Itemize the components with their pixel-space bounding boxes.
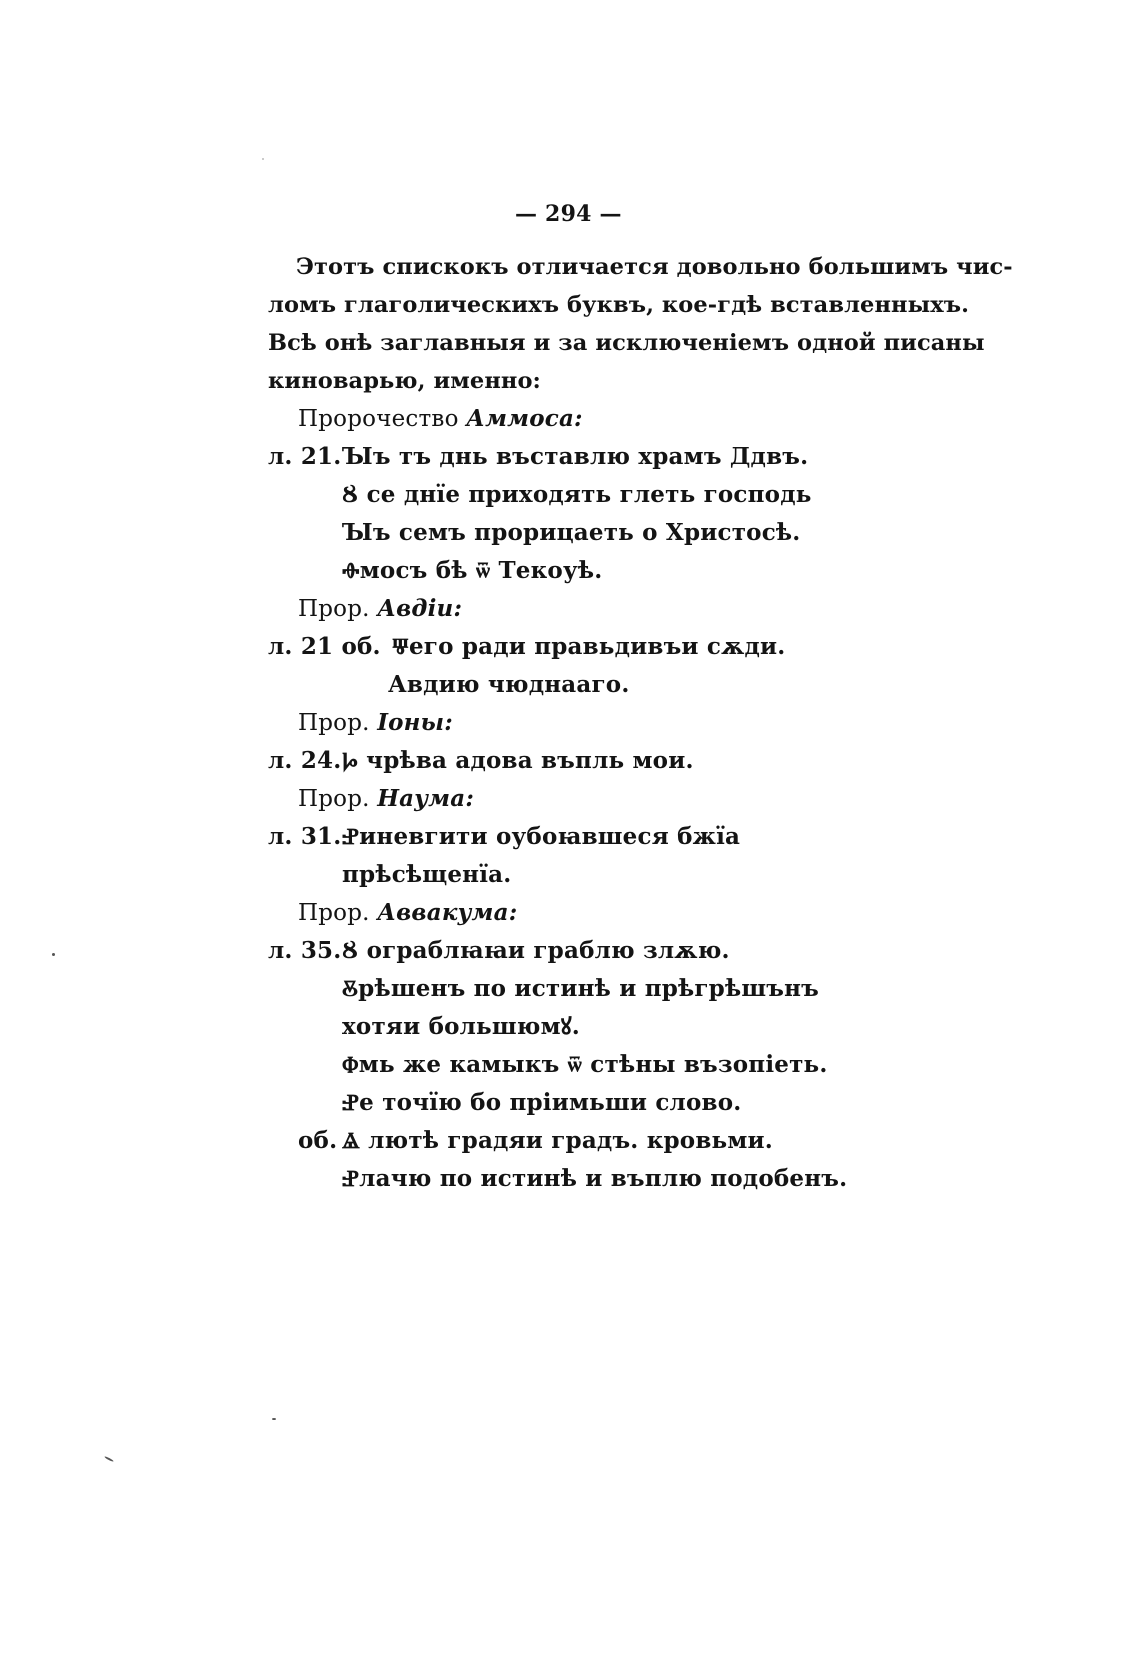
scan-speck [262, 158, 264, 160]
entry-text: Ⱀе точїю бо пріимьши слово. [342, 1089, 742, 1116]
entry-text: Ⱋего ради правьдивъи сѫди. [392, 633, 786, 660]
intro-line: Этотъ спискокъ отличается довольно большимъ чис- [296, 254, 1013, 280]
entry-text: Ȣ ограблꙗꙗи граблю злѫю. [342, 937, 730, 964]
heading-prefix: Прор. [298, 900, 370, 926]
heading-book: Аммоса: [466, 405, 583, 432]
entry-text: Ⱈ чрѣва адова въпль мои. [342, 747, 694, 774]
entry-text: Ꙑъ тъ днь въставлю храмъ Ддвъ. [342, 443, 809, 470]
entry-text: Ⱚмосъ бѣ ѿ Текоуѣ. [342, 557, 603, 584]
scan-speck [104, 1456, 114, 1462]
entry-ref: л. 21. [268, 443, 342, 470]
entry-text: прѣсѣщенїа. [342, 861, 512, 888]
scan-speck [272, 1418, 276, 1420]
heading-book: Іоны: [377, 709, 453, 736]
entry-text: Ⱇмь же камыкъ ѿ стѣны възопіеть. [342, 1051, 828, 1078]
entry-text: хотяи большюмꙋ. [342, 1013, 580, 1040]
entry-ref: л. 31. [268, 823, 342, 850]
heading-prefix: Пророчество [298, 406, 459, 432]
heading-book: Аввакума: [377, 899, 518, 926]
page-number: — 294 — [515, 201, 622, 227]
intro-line: Всѣ онѣ заглавныя и за исключеніемъ одной писаны [268, 330, 985, 356]
heading-prefix: Прор. [298, 710, 370, 736]
section-heading [298, 709, 453, 737]
entry-text: Ȣ се днїе приходять глеть господь [342, 481, 812, 508]
entry-text: Авдию чюднааго. [388, 671, 630, 698]
section-heading [298, 595, 462, 623]
entry-text: Ꙑъ семъ прорицаеть о Христосѣ. [342, 519, 801, 546]
scan-speck [52, 953, 55, 956]
entry-text: Ⱀиневгити оубоꙗвшеся бжїа [342, 823, 741, 850]
section-heading [298, 785, 474, 813]
heading-book: Наума: [377, 785, 475, 812]
section-heading [298, 899, 517, 927]
intro-line: киноварью, именно: [268, 368, 541, 394]
entry-ref: об. [298, 1127, 338, 1154]
heading-book: Авдіи: [377, 595, 463, 622]
entry-text: Ⰻрѣшенъ по истинѣ и прѣгрѣшънъ [342, 975, 819, 1002]
intro-line: ломъ глаголическихъ буквъ, кое-гдѣ вставленныхъ. [268, 292, 970, 318]
entry-ref: л. 35. [268, 937, 342, 964]
entry-text: Ⱑ лютѣ градяи градъ. кровьми. [342, 1127, 773, 1154]
heading-prefix: Прор. [298, 596, 370, 622]
heading-prefix: Прор. [298, 786, 370, 812]
entry-text: Ⱀлачю по истинѣ и въплю подобенъ. [342, 1165, 848, 1192]
entry-ref: л. 21 об. [268, 633, 381, 660]
section-heading [298, 405, 583, 433]
entry-ref: л. 24. [268, 747, 342, 774]
